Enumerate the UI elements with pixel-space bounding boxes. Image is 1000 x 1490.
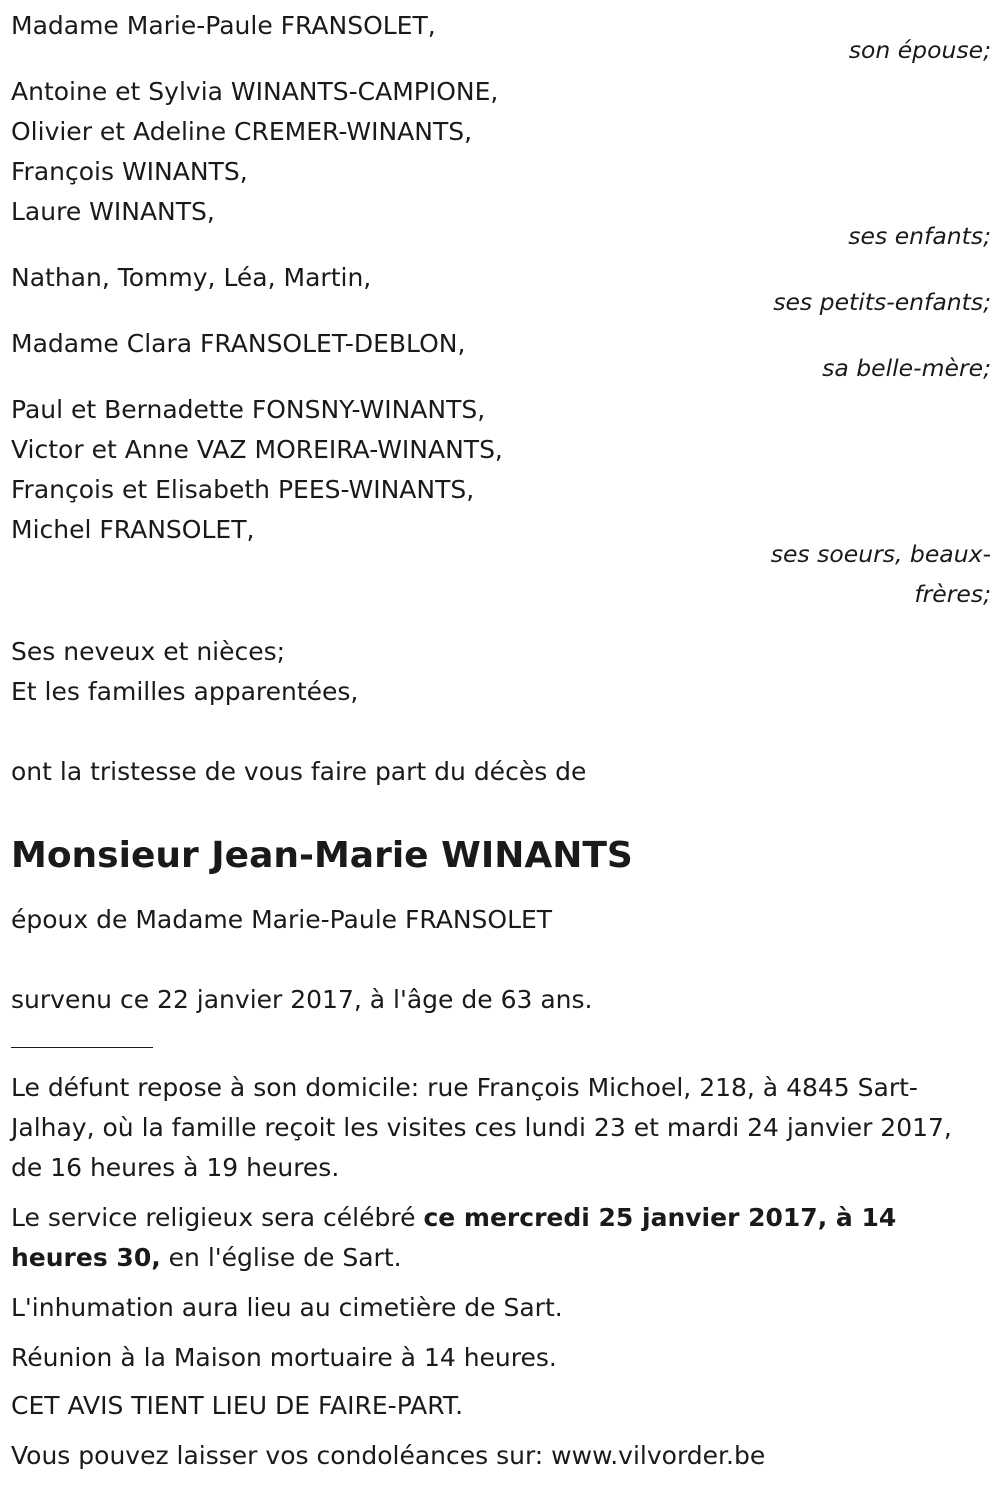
children-role: ses enfants;	[848, 222, 991, 250]
deceased-info	[11, 900, 991, 1020]
child-name: Olivier et Adeline CREMER-WINANTS,	[11, 117, 473, 146]
visitation-text: Le défunt repose à son domicile: rue François Michoel, 218, à 4845 Sart-Jalhay, où la famille reçoit les visites ces lundi 23 et mardi 24 janvier 2017, de 16 heures à 19 heures.	[11, 1073, 952, 1182]
siblings-block	[11, 390, 991, 614]
spouse-name: Madame Marie-Paule FRANSOLET,	[11, 11, 436, 40]
service-suffix: en l'église de Sart.	[160, 1243, 402, 1272]
other-relatives-line: Et les familles apparentées,	[11, 677, 359, 706]
grandchildren-names: Nathan, Tommy, Léa, Martin,	[11, 263, 372, 292]
condolences-text: Vous pouvez laisser vos condoléances sur: www.vilvorder.be	[11, 1441, 766, 1470]
mother-in-law-block	[11, 324, 991, 388]
announcement-text: ont la tristesse de vous faire part du décès de	[11, 757, 587, 786]
service-prefix: Le service religieux sera célébré	[11, 1203, 424, 1232]
notice-text: CET AVIS TIENT LIEU DE FAIRE-PART.	[11, 1391, 464, 1420]
gathering-text: Réunion à la Maison mortuaire à 14 heures.	[11, 1343, 557, 1372]
other-relatives-line: Ses neveux et nièces;	[11, 637, 286, 666]
other-relatives-block	[11, 632, 991, 712]
mother-in-law-role: sa belle-mère;	[822, 354, 991, 382]
separator-line	[11, 1020, 991, 1060]
children-block	[11, 72, 991, 256]
sibling-name: François et Elisabeth PEES-WINANTS,	[11, 475, 475, 504]
sibling-name: Michel FRANSOLET,	[11, 515, 255, 544]
child-name: Laure WINANTS,	[11, 197, 215, 226]
details-block	[11, 1068, 991, 1476]
obituary-notice	[11, 0, 991, 1476]
burial-text: L'inhumation aura lieu au cimetière de Sart.	[11, 1293, 563, 1322]
spouse-block	[11, 6, 991, 70]
service-date: ce mercredi 25 janvier 2017, à 14 heures 30,	[11, 1203, 897, 1272]
deceased-spouse-line: époux de Madame Marie-Paule FRANSOLET	[11, 905, 553, 934]
deceased-name: Monsieur Jean-Marie WINANTS	[11, 835, 633, 876]
siblings-role: ses soeurs, beaux-frères;	[770, 540, 991, 608]
service-text	[11, 1198, 991, 1278]
mother-in-law-name: Madame Clara FRANSOLET-DEBLON,	[11, 329, 466, 358]
sibling-name: Paul et Bernadette FONSNY-WINANTS,	[11, 395, 486, 424]
grandchildren-role: ses petits-enfants;	[773, 288, 991, 316]
announcement-block	[11, 752, 991, 792]
deceased-death-line: survenu ce 22 janvier 2017, à l'âge de 63 ans.	[11, 985, 593, 1014]
spouse-role: son épouse;	[848, 36, 991, 64]
child-name: Antoine et Sylvia WINANTS-CAMPIONE,	[11, 77, 499, 106]
child-name: François WINANTS,	[11, 157, 248, 186]
grandchildren-block	[11, 258, 991, 322]
sibling-name: Victor et Anne VAZ MOREIRA-WINANTS,	[11, 435, 503, 464]
